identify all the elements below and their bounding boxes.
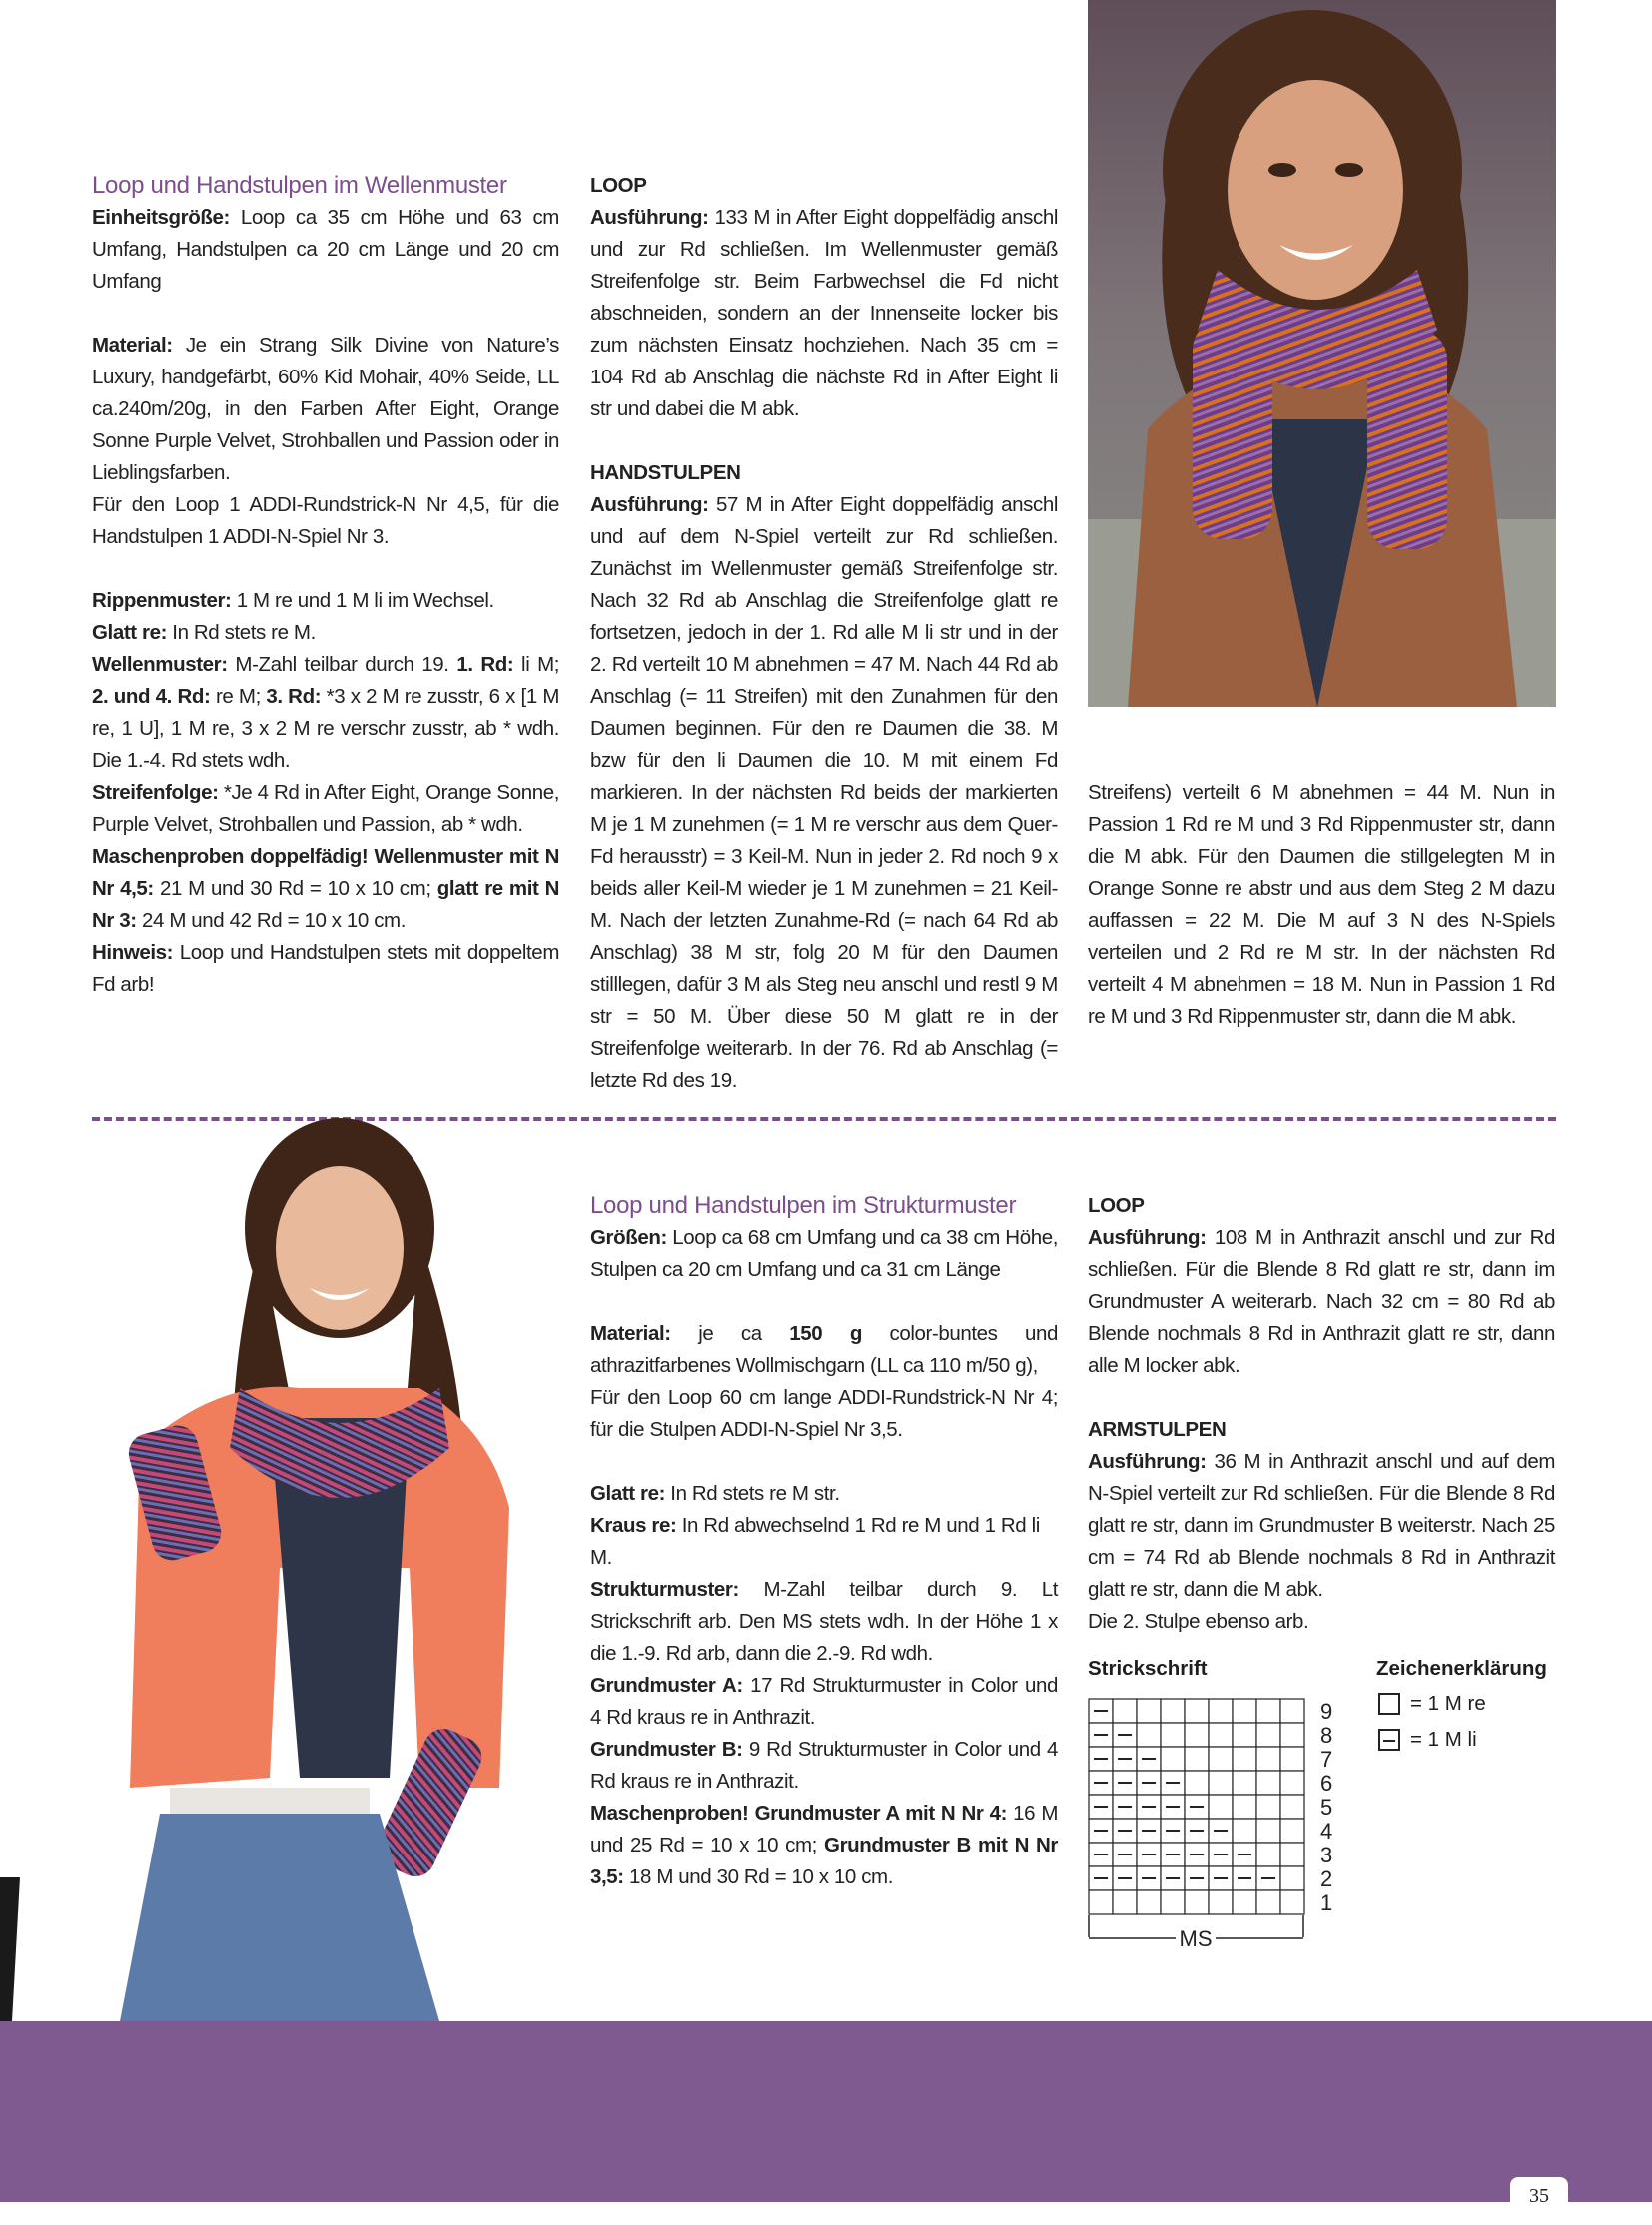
- chart-cell: [1161, 1699, 1185, 1723]
- chart-cell: [1185, 1723, 1209, 1747]
- chart-cell: [1185, 1699, 1209, 1723]
- size-paragraph: Einheitsgröße: Loop ca 35 cm Höhe und 63 cm Umfang, Handstulpen ca 20 cm Länge und 20 cm Umfang: [92, 206, 559, 293]
- photo-woman-structure-loop: [0, 1089, 559, 2021]
- chart-cell: [1233, 1723, 1256, 1747]
- page-number: 35: [1529, 2185, 1549, 2207]
- needles-paragraph-2: Für den Loop 60 cm lange ADDI-Rundstrick-N Nr 4; für die Stulpen ADDI-N-Spiel Nr 3,5.: [590, 1386, 1058, 1441]
- chart-row-number: 5: [1320, 1795, 1333, 1820]
- chart-cell: [1137, 1723, 1161, 1747]
- footer-band: [0, 2021, 1652, 2202]
- chart-row-number: 7: [1320, 1747, 1333, 1772]
- loop-heading-2: LOOP: [1088, 1194, 1145, 1217]
- purl-symbol-icon: [1378, 1729, 1400, 1751]
- chart-cell: [1209, 1795, 1233, 1819]
- chart-cell: [1280, 1795, 1304, 1819]
- loop-heading: LOOP: [590, 174, 647, 197]
- chart-title: Strickschrift: [1088, 1657, 1208, 1680]
- chart-cell: [1256, 1890, 1280, 1914]
- sizes-paragraph: Größen: Loop ca 68 cm Umfang und ca 38 cm Höhe, Stulpen ca 20 cm Umfang und ca 31 cm Länge: [590, 1226, 1059, 1281]
- section1-col2: [590, 170, 1058, 1097]
- section2-title: Loop und Handstulpen im Strukturmuster: [590, 1192, 1017, 1219]
- chart-cell: [1256, 1795, 1280, 1819]
- chart-cell: [1256, 1747, 1280, 1771]
- photo-woman-wave-loop: [1088, 0, 1556, 707]
- chart-cell: [1161, 1723, 1185, 1747]
- chart-cell: [1280, 1866, 1304, 1890]
- chart-cell: [1089, 1890, 1113, 1914]
- section1-col3: [1088, 777, 1555, 1033]
- material-paragraph-2: Material: je ca 150 g color-buntes und athrazitfarbenes Wollmischgarn (LL ca 110 m/50 g),: [590, 1322, 1059, 1377]
- note-paragraph: Hinweis: Loop und Handstulpen stets mit doppeltem Fd arb!: [92, 941, 559, 996]
- smooth-pattern-2: Glatt re: In Rd stets re M str.: [590, 1482, 840, 1505]
- chart-cell: [1280, 1747, 1304, 1771]
- needles-paragraph: Für den Loop 1 ADDI-Rundstrick-N Nr 4,5, für die Handstulpen 1 ADDI-N-Spiel Nr 3.: [92, 493, 559, 548]
- chart-cell: [1280, 1843, 1304, 1866]
- chart-row-number: 2: [1320, 1866, 1333, 1891]
- chart-cell: [1280, 1890, 1304, 1914]
- chart-cell: [1256, 1699, 1280, 1723]
- chart-cell: [1256, 1723, 1280, 1747]
- chart-cell: [1209, 1771, 1233, 1795]
- chart-cell: [1256, 1771, 1280, 1795]
- pattern-a: Grundmuster A: 17 Rd Strukturmuster in Color und 4 Rd kraus re in Anthrazit.: [590, 1674, 1059, 1729]
- rib-pattern: Rippenmuster: 1 M re und 1 M li im Wechsel.: [92, 589, 494, 612]
- loop-instructions: Ausführung: 133 M in After Eight doppelfädig anschl und zur Rd schließen. Im Wellenmuster gemäß Streifenfolge str. Beim Farbwechsel die Fd nicht abschneiden, sondern an der Innenseite locker bis zum nächsten Einsatz hochziehen. Nach 35 cm = 104 Rd ab Anschlag die nächste Rd in After Eight li str und dabei die M abk.: [590, 206, 1058, 420]
- chart-grid: [1089, 1699, 1304, 1914]
- material-paragraph: Material: Je ein Strang Silk Divine von Nature’s Luxury, handgefärbt, 60% Kid Mohair, 40% Seide, LL ca.240m/20g, in den Farben After Eight, Orange Sonne Purple Velvet, Strohballen und Passion oder in Lieblingsfarben.: [92, 334, 560, 484]
- second-cuff-note: Die 2. Stulpe ebenso arb.: [1088, 1610, 1309, 1633]
- legend-title: Zeichenerklärung: [1376, 1657, 1547, 1680]
- chart-cell: [1233, 1795, 1256, 1819]
- chart-row-number: 8: [1320, 1723, 1333, 1748]
- section2-col3: [1088, 1190, 1555, 1638]
- loop-instructions-2: Ausführung: 108 M in Anthrazit anschl und zur Rd schließen. Für die Blende 8 Rd glatt re str, dann im Grundmuster A weiterarb. Nach 32 cm = 80 Rd ab Blende nochmals 8 Rd in Anthrazit glatt re str, dann alle M locker abk.: [1088, 1226, 1555, 1377]
- chart-cell: [1280, 1699, 1304, 1723]
- legend-row-knit: = 1 M re: [1378, 1692, 1486, 1716]
- chart-cell: [1209, 1699, 1233, 1723]
- chart-cell: [1233, 1699, 1256, 1723]
- handstulpen-heading: HANDSTULPEN: [590, 461, 741, 484]
- chart-cell: [1280, 1771, 1304, 1795]
- chart-cell: [1209, 1723, 1233, 1747]
- chart-cell: [1185, 1747, 1209, 1771]
- legend-row-purl: = 1 M li: [1378, 1728, 1477, 1752]
- chart-cell: [1113, 1699, 1137, 1723]
- chart-cell: [1209, 1890, 1233, 1914]
- chart-row-number: 1: [1320, 1890, 1333, 1915]
- chart-cell: [1280, 1819, 1304, 1843]
- chart-cell: [1137, 1890, 1161, 1914]
- section2-col2: [590, 1190, 1058, 1893]
- chart-cell: [1233, 1747, 1256, 1771]
- chart-row-number: 3: [1320, 1843, 1333, 1867]
- gauge-paragraph: Maschenproben doppelfädig! Wellenmuster mit N Nr 4,5: 21 M und 30 Rd = 10 x 10 cm; glatt re mit N Nr 3: 24 M und 42 Rd = 10 x 10 cm.: [92, 845, 560, 932]
- chart-cell: [1256, 1819, 1280, 1843]
- chart-cell: [1161, 1747, 1185, 1771]
- chart-cell: [1233, 1771, 1256, 1795]
- chart-row-number: 9: [1320, 1699, 1333, 1724]
- chart-row-labels: [1320, 1699, 1332, 1915]
- chart-cell: [1233, 1890, 1256, 1914]
- chart-cell: [1185, 1890, 1209, 1914]
- chart-cell: [1256, 1843, 1280, 1866]
- chart-cell: [1137, 1699, 1161, 1723]
- chart-cell: [1185, 1771, 1209, 1795]
- chart-row-number: 6: [1320, 1771, 1333, 1796]
- knitting-chart: [1088, 1698, 1347, 1957]
- smooth-pattern: Glatt re: In Rd stets re M.: [92, 621, 316, 644]
- garter-pattern: Kraus re: In Rd abwechselnd 1 Rd re M und 1 Rd li M.: [590, 1514, 1040, 1569]
- chart-cell: [1113, 1890, 1137, 1914]
- handstulpen-instructions: Ausführung: 57 M in After Eight doppelfädig anschl und auf dem N-Spiel verteilt zur Rd schließen. Zunächst im Wellenmuster gemäß Streifenfolge str. Nach 32 Rd ab Anschlag die Streifenfolge glatt re fortsetzen, jedoch in der 1. Rd alle M li str und in der 2. Rd verteilt 10 M abnehmen = 47 M. Nach 44 Rd ab Anschlag (= 11 Streifen) mit den Zunahmen für den Daumen beginnen. Für den re Daumen die 38. M bzw für den li Daumen die 10. M mit einem Fd markieren. In der nächsten Rd beids der markierten M je 1 M zunehmen (= 1 M re verschr aus dem Quer-Fd herausstr) = 3 Keil-M. Nun in jeder 2. Rd noch 9 x beids aller Keil-M wieder je 1 M zunehmen = 21 Keil-M. Nach der letzten Zunahme-Rd (= nach 64 Rd ab Anschlag) 38 M str, folg 20 M für den Daumen stilllegen, dafür 3 M als Steg neu anschl und restl 9 M str = 50 M. Über diese 50 M glatt re in der Streifenfolge weiterarb. In der 76. Rd ab Anschlag (= letzte Rd des 19.: [590, 493, 1059, 1092]
- structure-pattern: Strukturmuster: M-Zahl teilbar durch 9. Lt Strickschrift arb. Den MS stets wdh. In der Höhe 1 x die 1.-9. Rd arb, dann die 2.-9. Rd wdh.: [590, 1578, 1058, 1665]
- chart-row-number: 4: [1320, 1819, 1333, 1844]
- chart-cell: [1161, 1890, 1185, 1914]
- chart-cell: [1209, 1747, 1233, 1771]
- chart-cell: [1233, 1819, 1256, 1843]
- section1-col1: [92, 170, 559, 1001]
- knit-symbol-icon: [1378, 1693, 1400, 1715]
- gauge-paragraph-2: Maschenproben! Grundmuster A mit N Nr 4: 16 M und 25 Rd = 10 x 10 cm; Grundmuster B mit N Nr 3,5: 18 M und 30 Rd = 10 x 10 cm.: [590, 1802, 1058, 1888]
- armstulpen-instructions: Ausführung: 36 M in Anthrazit anschl und auf dem N-Spiel verteilt zur Rd schließen. Für die Blende 8 Rd glatt re str, dann im Grundmuster B weiterstr. Nach 25 cm = 74 Rd ab Blende nochmals 8 Rd in Anthrazit glatt re str, dann die M abk.: [1088, 1450, 1555, 1601]
- wave-pattern: Wellenmuster: M-Zahl teilbar durch 19. 1. Rd: li M; 2. und 4. Rd: re M; 3. Rd: *3 x 2 M re zusstr, 6 x [1 M re, 1 U], 1 M re, 3 x 2 M re verschr zusstr, ab * wdh. Die 1.-4. Rd stets wdh.: [92, 653, 560, 772]
- armstulpen-heading: ARMSTULPEN: [1088, 1418, 1227, 1441]
- handstulpen-continued: Streifens) verteilt 6 M abnehmen = 44 M. Nun in Passion 1 Rd re M und 3 Rd Rippenmuster str, dann die M abk. Für den Daumen die stillgelegten M in Orange Sonne re abstr und aus dem Steg 2 M dazu auffassen = 22 M. Die M auf 3 N des N-Spiels verteilen und 2 Rd re M str. In der nächsten Rd verteilt 4 M abnehmen = 18 M. Nun in Passion 1 Rd re M und 3 Rd Rippenmuster str, dann die M abk.: [1088, 781, 1555, 1028]
- chart-cell: [1280, 1723, 1304, 1747]
- pattern-b: Grundmuster B: 9 Rd Strukturmuster in Color und 4 Rd kraus re in Anthrazit.: [590, 1738, 1059, 1793]
- section1-title: Loop und Handstulpen im Wellenmuster: [92, 172, 507, 199]
- stripe-sequence: Streifenfolge: *Je 4 Rd in After Eight, Orange Sonne, Purple Velvet, Strohballen und Passion, ab * wdh.: [92, 781, 559, 836]
- chart-repeat-label: MS: [1179, 1926, 1213, 1951]
